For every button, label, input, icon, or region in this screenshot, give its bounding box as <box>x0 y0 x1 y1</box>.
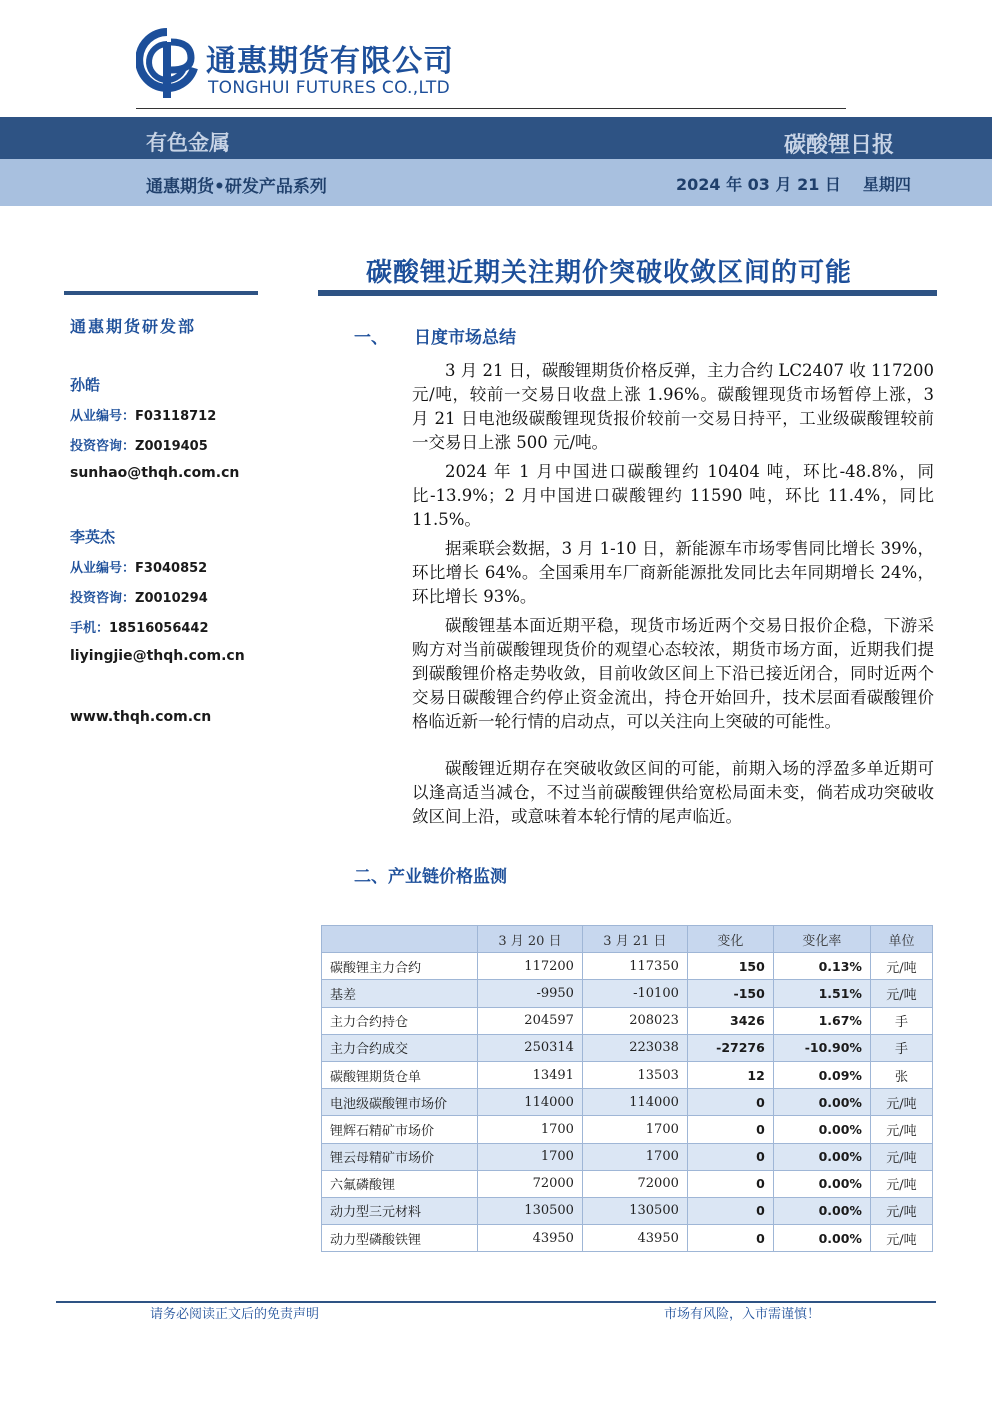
summary-paragraph: 碳酸锂近期存在突破收敛区间的可能，前期入场的浮盈多单近期可以逢高适当减仓，不过当前碳酸锂供给宽松局面未变，倘若成功突破收敛区间上沿，或意味着本轮行情的尾声临近。 <box>412 759 934 826</box>
row-label: 动力型磷酸铁锂 <box>322 1225 478 1252</box>
table-cell: 0 <box>687 1089 773 1116</box>
table-row <box>322 980 933 1007</box>
table-cell: 0.00% <box>773 1143 870 1170</box>
table-row <box>322 1143 933 1170</box>
row-label: 动力型三元材料 <box>322 1197 478 1224</box>
analyst-license-label: 从业编号： <box>70 409 136 424</box>
analyst-name: 孙皓 <box>70 376 101 394</box>
table-header-cell: 单位 <box>870 926 932 953</box>
table-header-cell: 变化 <box>687 926 773 953</box>
row-label: 碳酸锂期货仓单 <box>322 1061 478 1088</box>
table-cell: 130500 <box>478 1197 583 1224</box>
table-cell: 0 <box>687 1197 773 1224</box>
row-label: 基差 <box>322 980 478 1007</box>
table-row <box>322 1225 933 1252</box>
table-cell: -10.90% <box>773 1034 870 1061</box>
table-cell: 150 <box>687 953 773 980</box>
table-cell: 3426 <box>687 1007 773 1034</box>
table-cell: 元/吨 <box>870 1089 932 1116</box>
table-cell: 72000 <box>478 1170 583 1197</box>
table-cell: 张 <box>870 1061 932 1088</box>
section-title: 日度市场总结 <box>414 328 516 348</box>
summary-paragraph: 据乘联会数据，3 月 1-10 日，新能源车市场零售同比增长 39%，环比增长 64%。全国乘用车厂商新能源批发同比去年同期增长 24%，环比增长 93%。 <box>412 539 934 606</box>
table-header-row <box>322 926 933 953</box>
table-cell: 0.00% <box>773 1170 870 1197</box>
analyst-email[interactable]: liyingjie@thqh.com.cn <box>70 648 245 664</box>
company-name-cn: 通惠期货有限公司 <box>206 44 454 79</box>
risk-warning: 市场有风险，入市需谨慎！ <box>663 1307 820 1322</box>
analyst-consult <box>70 435 208 454</box>
analyst-consult <box>70 587 208 606</box>
table-cell: 13503 <box>582 1061 687 1088</box>
table-row <box>322 953 933 980</box>
analyst-license-label: 从业编号： <box>70 561 136 576</box>
table-cell: 元/吨 <box>870 953 932 980</box>
summary-paragraph: 碳酸锂基本面近期平稳，现货市场近两个交易日报价企稳，下游采购方对当前碳酸锂现货价的观望心态较浓，期货市场方面，近期我们提到碳酸锂价格走势收敛，目前收敛区间上下沿已接近闭合，同时近两个交易日碳酸锂合约停止资金流出，持仓开始回升，技术层面看碳酸锂价格临近新一轮行情的启动点，可以关注向上突破的可能性。 <box>412 616 934 731</box>
report-date-line <box>676 172 911 195</box>
price-monitor-table <box>321 925 933 1252</box>
analyst-phone-value: 18516056442 <box>109 621 209 636</box>
row-label: 锂云母精矿市场价 <box>322 1143 478 1170</box>
row-label: 主力合约持仓 <box>322 1007 478 1034</box>
analyst-license-value: F03118712 <box>135 409 217 424</box>
table-cell: 1700 <box>478 1116 583 1143</box>
table-cell: -150 <box>687 980 773 1007</box>
table-cell: 1.67% <box>773 1007 870 1034</box>
table-cell: 0 <box>687 1143 773 1170</box>
table-header-cell <box>322 926 478 953</box>
table-cell: 0.00% <box>773 1197 870 1224</box>
summary-paragraph: 2024 年 1 月中国进口碳酸锂约 10404 吨，环比-48.8%，同比-13.9%；2 月中国进口碳酸锂约 11590 吨，环比 11.4%，同比 11.5%。 <box>412 462 934 529</box>
table-header-cell: 3 月 21 日 <box>582 926 687 953</box>
table-cell: 114000 <box>582 1089 687 1116</box>
table-row <box>322 1170 933 1197</box>
table-header-cell: 3 月 20 日 <box>478 926 583 953</box>
summary-paragraph: 3 月 21 日，碳酸锂期货价格反弹，主力合约 LC2407 收 117200 元/吨，较前一交易日收盘上涨 1.96%。碳酸锂现货市场暂停上涨，3 月 21 日电池级碳酸锂现货报价较前一交易日持平，工业级碳酸锂较前一交易日上涨 500 元/吨。 <box>412 361 934 452</box>
company-logo-icon <box>136 28 198 100</box>
table-cell: 13491 <box>478 1061 583 1088</box>
table-cell: -9950 <box>478 980 583 1007</box>
company-logo <box>136 28 496 106</box>
table-row <box>322 1116 933 1143</box>
table-cell: 0.00% <box>773 1116 870 1143</box>
analyst-consult-value: Z0019405 <box>135 439 208 454</box>
table-cell: 1700 <box>478 1143 583 1170</box>
table-cell: 0.09% <box>773 1061 870 1088</box>
table-row <box>322 1089 933 1116</box>
report-date: 2024 年 03 月 21 日 <box>676 175 841 194</box>
analyst-license <box>70 405 216 424</box>
analyst-name: 李英杰 <box>70 528 116 546</box>
table-cell: 0 <box>687 1116 773 1143</box>
table-cell: 手 <box>870 1034 932 1061</box>
analyst-license-value: F3040852 <box>135 561 208 576</box>
table-cell: 0.00% <box>773 1089 870 1116</box>
table-cell: 208023 <box>582 1007 687 1034</box>
table-cell: 250314 <box>478 1034 583 1061</box>
table-row <box>322 1197 933 1224</box>
table-cell: 1700 <box>582 1143 687 1170</box>
table-cell: 元/吨 <box>870 1225 932 1252</box>
table-cell: 1.51% <box>773 980 870 1007</box>
header-divider <box>136 108 846 109</box>
table-cell: 元/吨 <box>870 1116 932 1143</box>
analyst-license <box>70 557 207 576</box>
analyst-consult-label: 投资咨询： <box>70 439 136 454</box>
table-cell: 130500 <box>582 1197 687 1224</box>
table-cell: 117350 <box>582 953 687 980</box>
table-row <box>322 1007 933 1034</box>
row-label: 主力合约成交 <box>322 1034 478 1061</box>
table-cell: 72000 <box>582 1170 687 1197</box>
row-label: 锂辉石精矿市场价 <box>322 1116 478 1143</box>
report-category: 有色金属 <box>146 131 230 155</box>
page-title: 碳酸锂近期关注期价突破收敛区间的可能 <box>366 258 853 288</box>
title-underline <box>318 290 937 296</box>
table-cell: 114000 <box>478 1089 583 1116</box>
disclaimer-note: 请务必阅读正文后的免责声明 <box>150 1307 320 1322</box>
table-cell: 0.13% <box>773 953 870 980</box>
analyst-phone-label: 手机： <box>70 621 110 636</box>
analyst-consult-label: 投资咨询： <box>70 591 136 606</box>
table-cell: 0.00% <box>773 1225 870 1252</box>
table-cell: 0 <box>687 1225 773 1252</box>
table-cell: 12 <box>687 1061 773 1088</box>
table-cell: 1700 <box>582 1116 687 1143</box>
table-cell: -10100 <box>582 980 687 1007</box>
row-label: 六氟磷酸锂 <box>322 1170 478 1197</box>
company-name-en: TONGHUI FUTURES CO.,LTD <box>208 78 450 98</box>
table-cell: 元/吨 <box>870 980 932 1007</box>
analyst-phone <box>70 617 209 636</box>
analyst-consult-value: Z0010294 <box>135 591 208 606</box>
section-title: 二、产业链价格监测 <box>354 867 507 887</box>
section-number: 一、 <box>354 328 388 348</box>
table-cell: 117200 <box>478 953 583 980</box>
table-cell: 43950 <box>478 1225 583 1252</box>
sidebar-top-rule <box>64 291 258 295</box>
row-label: 电池级碳酸锂市场价 <box>322 1089 478 1116</box>
table-cell: 0 <box>687 1170 773 1197</box>
table-cell: 元/吨 <box>870 1170 932 1197</box>
report-type: 碳酸锂日报 <box>783 133 894 158</box>
table-cell: 元/吨 <box>870 1197 932 1224</box>
analyst-email[interactable]: sunhao@thqh.com.cn <box>70 465 240 481</box>
table-cell: 204597 <box>478 1007 583 1034</box>
row-label: 碳酸锂主力合约 <box>322 953 478 980</box>
table-cell: 元/吨 <box>870 1143 932 1170</box>
table-cell: 43950 <box>582 1225 687 1252</box>
table-cell: 223038 <box>582 1034 687 1061</box>
table-row <box>322 1061 933 1088</box>
table-cell: 手 <box>870 1007 932 1034</box>
research-department: 通惠期货研发部 <box>70 317 197 336</box>
report-weekday: 星期四 <box>862 175 911 194</box>
company-website-link[interactable]: www.thqh.com.cn <box>70 709 212 725</box>
table-row <box>322 1034 933 1061</box>
table-cell: -27276 <box>687 1034 773 1061</box>
report-series: 通惠期货•研发产品系列 <box>146 177 327 197</box>
table-header-cell: 变化率 <box>773 926 870 953</box>
